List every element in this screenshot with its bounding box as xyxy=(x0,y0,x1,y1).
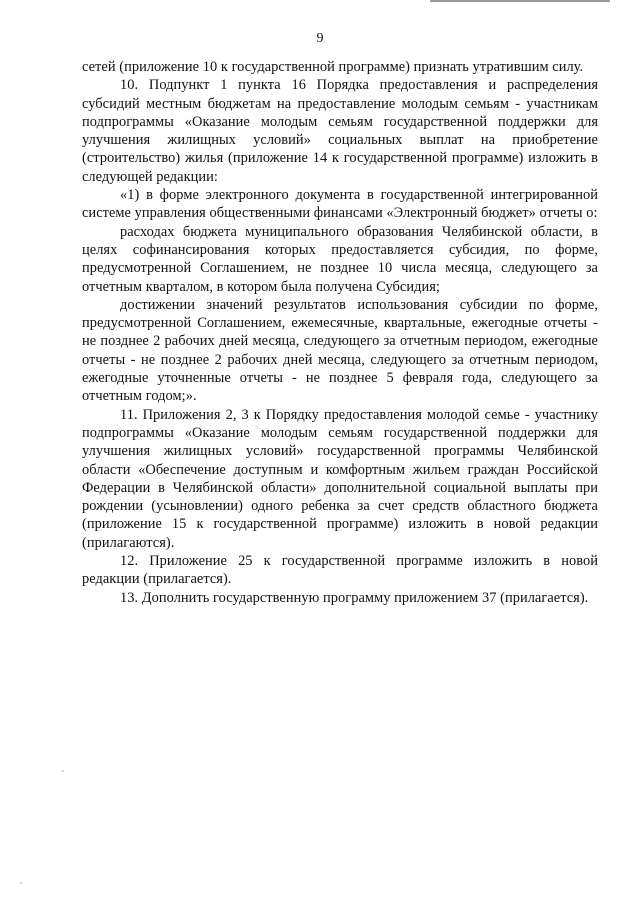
document-body xyxy=(82,58,598,607)
header-rule xyxy=(430,0,610,2)
paragraph-results-report: достижении значений результатов использования субсидии по форме, предусмотренной Соглашением, ежемесячные, квартальные, ежегодные отчеты - не позднее 2 рабочих дней месяца, следующего за отчетным периодом, ежегодные отчеты - не позднее 2 рабочих дней месяца, следующего за отчетным периодом, ежегодные уточненные отчеты - не позднее 5 февраля года, следующего за отчетным годом;». xyxy=(82,296,598,405)
paragraph-item-11: 11. Приложения 2, 3 к Порядку предоставления молодой семье - участнику подпрограммы «Оказание молодым семьям государственной поддержки для улучшения жилищных условий» государственной программы Челябинской области «Обеспечение доступным и комфортным жильем граждан Российской Федерации в Челябинской области» дополнительной социальной выплаты при рождении (усыновлении) одного ребенка за счет средств областного бюджета (приложение 15 к государственной программе) изложить в новой редакции (прилагаются). xyxy=(82,406,598,551)
paragraph-quote-subitem-1: «1) в форме электронного документа в государственной интегрированной системе управления общественными финансами «Электронный бюджет» отчеты о: xyxy=(82,187,598,222)
scan-artifact xyxy=(20,882,22,884)
paragraph-continuation: сетей (приложение 10 к государственной программе) признать утратившим силу. xyxy=(82,59,584,75)
paragraph-item-12: 12. Приложение 25 к государственной программе изложить в новой редакции (прилагается). xyxy=(82,553,598,588)
paragraph-item-10: 10. Подпункт 1 пункта 16 Порядка предоставления и распределения субсидий местным бюджетам на предоставление молодым семьям - участникам подпрограммы «Оказание молодым семьям государственной поддержки для улучшения жилищных условий» социальных выплат на приобретение (строительство) жилья (приложение 14 к государственной программе) изложить в следующей редакции: xyxy=(82,77,598,185)
paragraph-item-13: 13. Дополнить государственную программу приложением 37 (прилагается). xyxy=(120,589,589,606)
scan-artifact xyxy=(62,770,64,772)
page-number: 9 xyxy=(316,31,324,46)
paragraph-expenses-report: расходах бюджета муниципального образования Челябинской области, в целях софинансирования которых предоставляется субсидия, по форме, предусмотренной Соглашением, не позднее 10 числа месяца, следующего за отчетным кварталом, в котором была получена Субсидия; xyxy=(82,223,598,295)
